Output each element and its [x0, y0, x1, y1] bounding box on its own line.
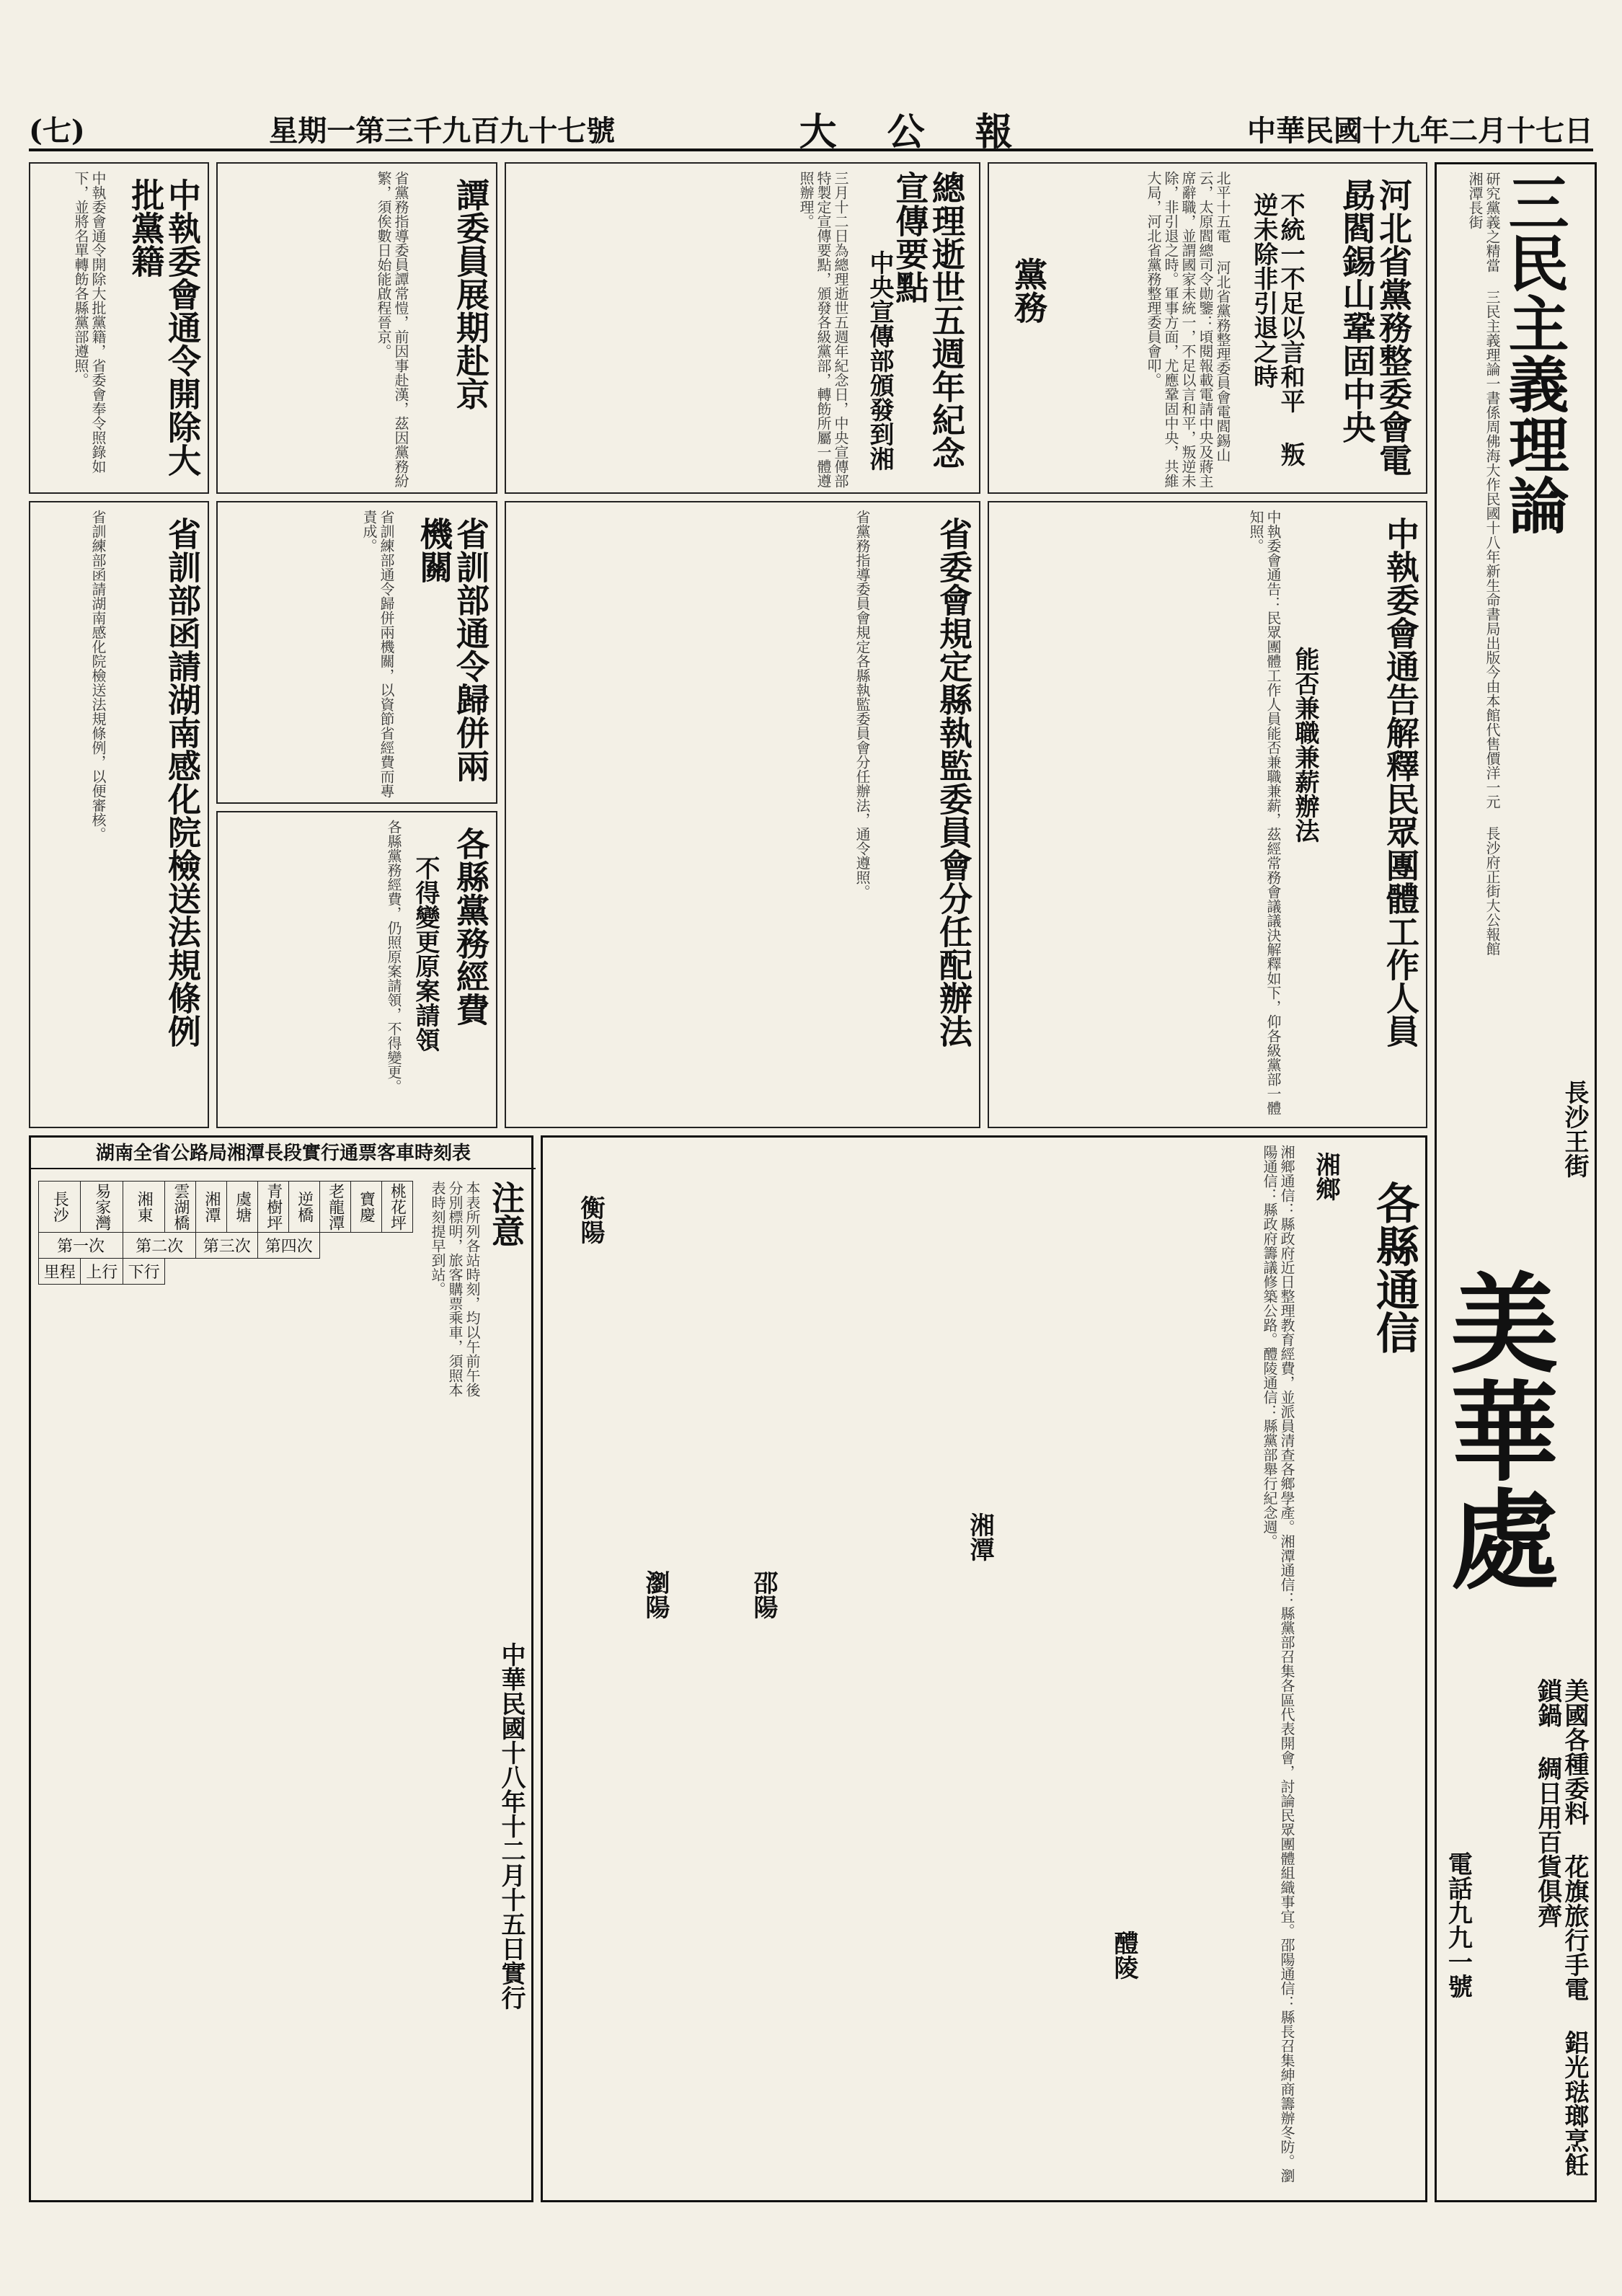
article-body: 省訓練部通令歸併兩機關，以資節省經費而專責成。: [360, 510, 395, 798]
place-label: 湘鄉: [1311, 1152, 1340, 1201]
article-title: 總理逝世五週年紀念宣傳要點: [890, 171, 966, 469]
article-subtitle: 能否兼職兼薪辦法: [1290, 647, 1319, 843]
issue-date: 中華民國十九年二月十七日: [1247, 113, 1593, 148]
station-cell: 逆橋: [289, 1182, 320, 1233]
timetable-title: 湖南全省公路局湘潭長段實行通票客車時刻表: [31, 1138, 536, 1169]
place-label: 湘潭: [965, 1512, 994, 1561]
direction-cell: 上行: [81, 1259, 123, 1285]
supervise-section: [505, 501, 980, 1128]
timetable: [29, 1135, 533, 2202]
run-cell: 第二次: [123, 1233, 195, 1259]
masthead: 大公報: [799, 110, 1063, 154]
station-cell: 湘潭: [196, 1182, 227, 1233]
place-label: 邵陽: [749, 1570, 778, 1619]
direction-cell: 下行: [123, 1259, 164, 1285]
place-label: 衡陽: [576, 1195, 605, 1244]
article-body: 省黨務指導委員會規定各縣執監委員會分任辦法，通令遵照。: [854, 510, 871, 899]
article-title: 省訓部函請湖南感化院檢送法規條例: [163, 517, 202, 1047]
place-label: 醴陵: [1109, 1931, 1138, 1980]
section-heading: 黨務: [1009, 257, 1048, 324]
news-body: 湘鄉通信：縣政府近日整理教育經費，並派員清查各鄉學產。湘潭通信：縣黨部召集各區代表開會，討論民眾團體組織事宜。邵陽通信：縣長召集紳商籌辦冬防。瀏陽通信：縣政府籌議修築公路。醴陵通信：縣黨部舉行紀念週。: [1261, 1145, 1295, 2183]
station-cell: 易家灣: [81, 1182, 123, 1233]
article-title: 省訓部通令歸併兩機關: [415, 517, 490, 782]
article-title: 各縣黨務經費: [451, 827, 490, 1026]
article-title: 河北省黨務整委會電 勗閻錫山鞏固中央: [1337, 178, 1413, 477]
timetable-grid: [38, 1181, 413, 1285]
county-news-section: [541, 1135, 1427, 2202]
book-ad-title: 三民主義理論: [1499, 172, 1570, 535]
station-cell: 桃花坪: [381, 1182, 412, 1233]
page-header: [29, 108, 1593, 154]
place-label: 瀏陽: [641, 1570, 670, 1619]
store-name: 美華處: [1432, 1267, 1559, 1592]
station-cell: 虞塘: [227, 1182, 258, 1233]
timetable-effective: 中華民國十八年十二月十五日實行: [497, 1642, 526, 2010]
notice-title: 注意: [487, 1181, 526, 1247]
station-cell: 寶慶: [351, 1182, 382, 1233]
direction-cell: 里程: [39, 1259, 81, 1285]
article-body: 各縣黨務經費，仍照原案請領，不得變更。: [385, 820, 402, 1094]
timetable-run-row: [39, 1233, 413, 1259]
bulletin-section: [988, 501, 1427, 1128]
station-cell: 雲湖橋: [165, 1182, 196, 1233]
station-cell: 老龍潭: [320, 1182, 351, 1233]
organ-section: [216, 501, 497, 804]
store-label: 長沙王街: [1560, 1080, 1589, 1178]
cec-section: [29, 162, 209, 494]
article-title: 中執委會通令開除大批黨籍: [126, 178, 202, 477]
notice-body: 本表所列各站時刻，均以午前午後分別標明，旅客購票乘車，須照本表時刻提早到站。: [429, 1181, 481, 1397]
article-body: 省黨務指導委員譚常愷，前因事赴漢，茲因黨務紛繁，須俟數日始能啟程晉京。: [375, 171, 409, 488]
extend-section: [216, 162, 497, 494]
station-cell: 青樹坪: [258, 1182, 289, 1233]
timetable-station-row: [39, 1182, 413, 1233]
article-title: 譚委員展期赴京: [451, 178, 490, 410]
article-title: 中執委會通告解釋民眾團體工作人員: [1381, 517, 1420, 1047]
article-subtitle: 不統一不足以言和平 叛逆未除非引退之時: [1249, 192, 1305, 466]
timetable-direction-row: [39, 1259, 413, 1285]
article-subtitle: 中央宣傳部頒發到湘: [865, 250, 894, 471]
right-ad-column: [1432, 162, 1597, 2202]
section-title: 各縣通信: [1369, 1181, 1419, 1354]
funds-section: [216, 811, 497, 1128]
run-cell: 第四次: [258, 1233, 320, 1259]
store-goods: 美國各種委料 花旗旅行手電 鋁光琺瑯烹飪鎖鍋 綢日用百貨俱齊: [1533, 1678, 1589, 2177]
book-ad-body: 研究黨義之精當 三民主義理論一書係周佛海大作民國十八年新生命書局出版今由本館代售價洋一元 長沙府正街大公報館 湘潭長街: [1466, 172, 1501, 956]
station-cell: 湘東: [123, 1182, 164, 1233]
article-title: 省委會規定縣執監委員會分任配辦法: [934, 517, 973, 1047]
charter-section: [29, 501, 209, 1128]
party-news-section: [988, 162, 1427, 494]
article-subtitle: 不得變更原案請領: [411, 856, 440, 1052]
anniversary-section: [505, 162, 980, 494]
article-body: 省訓練部函請湖南感化院檢送法規條例，以便審核。: [89, 510, 107, 841]
store-telephone: 電話九九一號: [1443, 1851, 1473, 1998]
issue-number: 星期一第三千九百九十七號: [269, 113, 616, 148]
article-body: 三月十二日為總理逝世五週年紀念日，中央宣傳部特製定宣傳要點，頒發各級黨部，轉飭所屬一體遵照辦理。: [797, 171, 849, 488]
article-body: 中執委會通告：民眾團體工作人員能否兼職兼薪，茲經常務會議議決解釋如下，仰各級黨部一體知照。: [1247, 510, 1282, 1115]
station-cell: 長沙: [39, 1182, 81, 1233]
run-cell: 第一次: [39, 1233, 123, 1259]
article-body: 中執委會通令開除大批黨籍，省委會奉令照錄如下，並將名單轉飭各縣黨部遵照。: [72, 171, 107, 474]
article-body: 北平十五電 河北省黨務整理委員會電閻錫山云，太原閻總司令勛鑒：頃閱報載電請中央及蔣主席辭職，並謂國家未統一，不足以言和平，叛逆未除，非引退之時。軍事方面，尤應鞏固中央，共維大局，河北省黨務整理委員會叩。: [1145, 171, 1231, 488]
page-number: (七): [29, 113, 85, 148]
run-cell: 第三次: [196, 1233, 258, 1259]
